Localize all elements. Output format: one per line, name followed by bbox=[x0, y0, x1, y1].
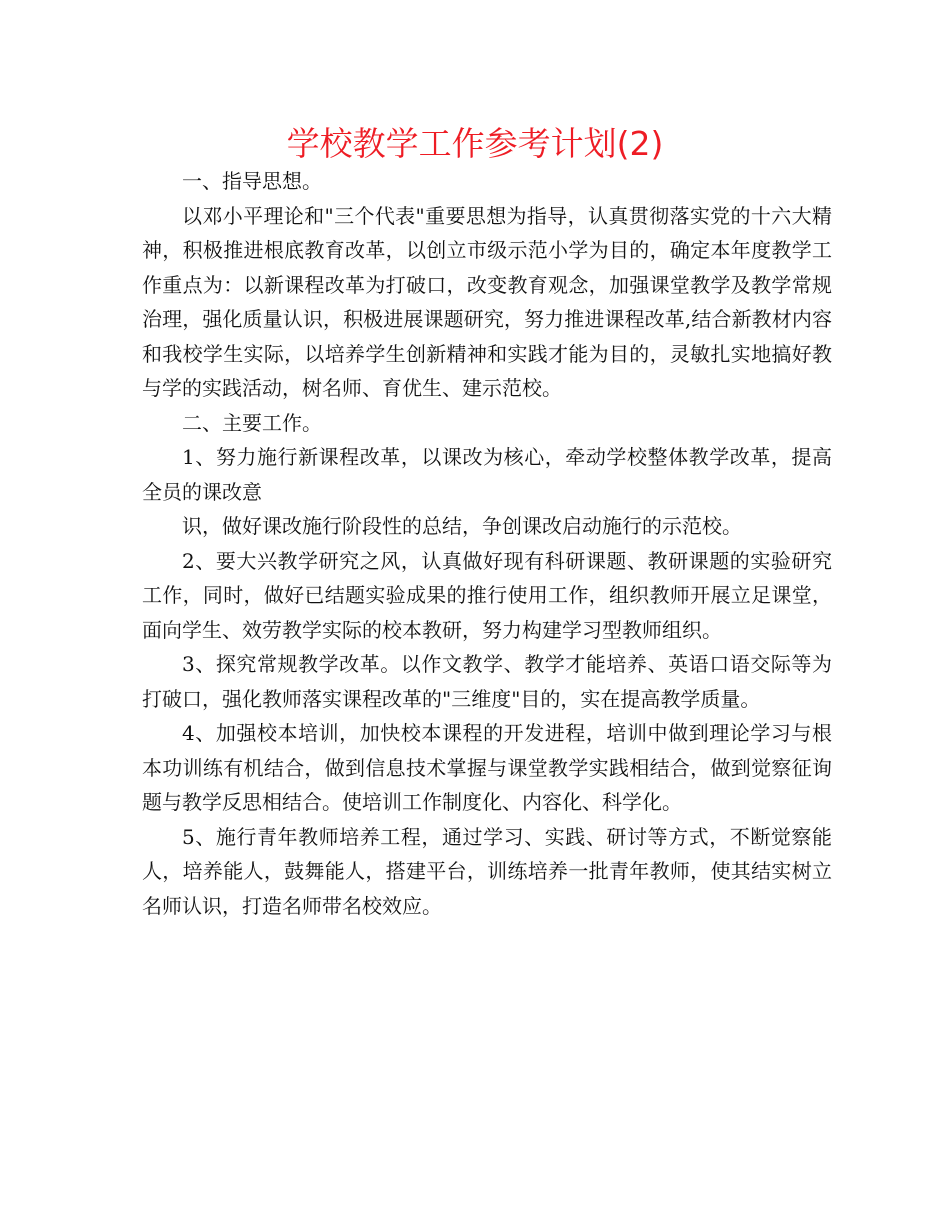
document-body bbox=[142, 164, 832, 923]
body-paragraph: 2、要大兴教学研究之风，认真做好现有科研课题、教研课题的实验研究工作，同时，做好已结题实验成果的推行使用工作，组织教师开展立足课堂，面向学生、效劳教学实际的校本教研，努力构建学习型教师组织。 bbox=[142, 548, 832, 642]
body-paragraph: 识，做好课改施行阶段性的总结，争创课改启动施行的示范校。 bbox=[182, 514, 742, 538]
body-paragraph: 1、努力施行新课程改革，以课改为核心，牵动学校整体教学改革，提高全员的课改意 bbox=[142, 445, 832, 504]
body-paragraph: 5、施行青年教师培养工程，通过学习、实践、研讨等方式，不断觉察能人，培养能人，鼓舞能人，搭建平台，训练培养一批青年教师，使其结实树立名师认识，打造名师带名校效应。 bbox=[142, 824, 832, 918]
body-paragraph: 以邓小平理论和"三个代表"重要思想为指导，认真贯彻落实党的十六大精神，积极推进根底教育改革，以创立市级示范小学为目的，确定本年度教学工作重点为：以新课程改革为打破口，改变教育观念，加强课堂教学及教学常规治理，强化质量认识，积极进展课题研究，努力推进课程改革,结合新教材内容和我校学生实际，以培养学生创新精神和实践才能为目的，灵敏扎实地搞好教与学的实践活动，树名师、育优生、建示范校。 bbox=[142, 203, 832, 400]
section-heading-main-work: 二、主要工作。 bbox=[182, 410, 322, 435]
section-heading-guiding-ideology: 一、指导思想。 bbox=[182, 169, 322, 193]
body-paragraph: 3、探究常规教学改革。以作文教学、教学才能培养、英语口语交际等为打破口，强化教师落实课程改革的"三维度"目的，实在提高教学质量。 bbox=[142, 652, 832, 711]
body-paragraph: 4、加强校本培训，加快校本课程的开发进程，培训中做到理论学习与根本功训练有机结合，做到信息技术掌握与课堂教学实践相结合，做到觉察征询题与教学反思相结合。使培训工作制度化、内容化、科学化。 bbox=[142, 721, 832, 814]
document-title: 学校教学工作参考计划(2) bbox=[286, 124, 664, 163]
